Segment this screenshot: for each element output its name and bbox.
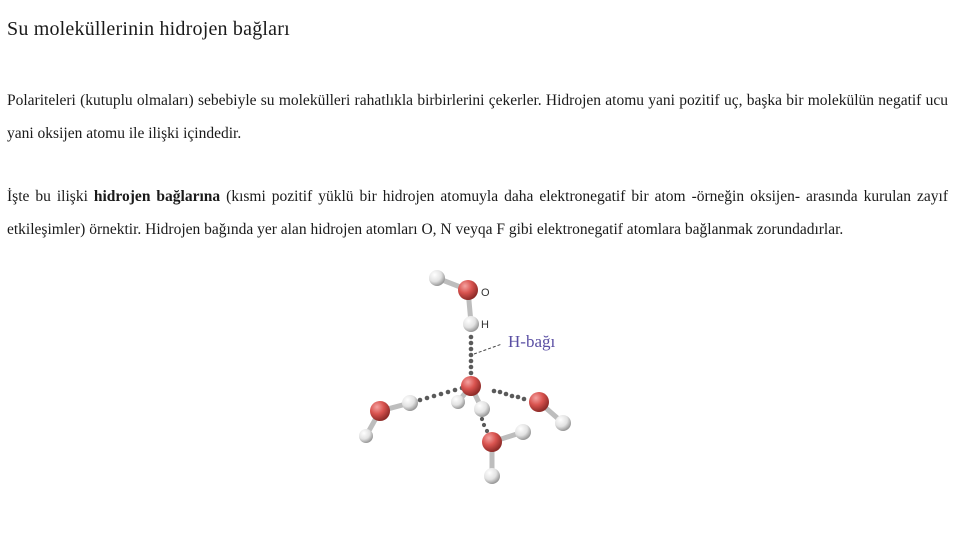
molecule-diagram <box>350 266 580 496</box>
oxygen-atom <box>458 280 478 300</box>
covalent-bonds <box>366 278 563 476</box>
hydrogen-atom <box>402 395 418 411</box>
oxygen-atom <box>461 376 481 396</box>
hydrogen-atom <box>555 415 571 431</box>
hydrogen-atom <box>484 468 500 484</box>
paragraph2-suffix: (kısmi pozitif yüklü bir hidrojen atomuyla daha elektronegatif bir atom -örneğin oksijen- arasında kurulan zayıf etkileşimler) örnektir. Hidrojen bağında yer alan hidrojen atomları O, N veyqa F gibi elektronegatif atomlara bağlanmak zorundadırlar. <box>7 188 948 238</box>
hydrogen-atom <box>474 401 490 417</box>
page-title: Su moleküllerinin hidrojen bağları <box>7 18 290 40</box>
paragraph-hydrogen-bonds <box>7 180 948 246</box>
paragraph2-prefix: İşte bu ilişki <box>7 188 94 205</box>
paragraph-polarity: Polariteleri (kutuplu olmaları) sebebiyle su molekülleri rahatlıkla birbirlerini çekerler. Hidrojen atomu yani pozitif uç, başka bir molekülün negatif ucu yani oksijen atomu ile ilişki içindedir. <box>7 92 948 142</box>
hydrogen-atom <box>451 395 465 409</box>
hydrogen-atom <box>429 270 445 286</box>
oxygen-label: O <box>481 287 490 299</box>
water-hbond-figure <box>350 266 580 496</box>
bond-label-pointer <box>474 344 502 354</box>
hydrogen-label: H <box>481 319 489 331</box>
hydrogen-atom <box>359 429 373 443</box>
hydrogen-bond-term: hidrojen bağlarına <box>93 188 221 205</box>
hydrogen-atom <box>515 424 531 440</box>
oxygen-atom <box>482 432 502 452</box>
oxygen-atom <box>529 392 549 412</box>
oxygen-atom <box>370 401 390 421</box>
h-bond-label: H-bağı <box>508 332 556 351</box>
hydrogen-atom <box>463 316 479 332</box>
